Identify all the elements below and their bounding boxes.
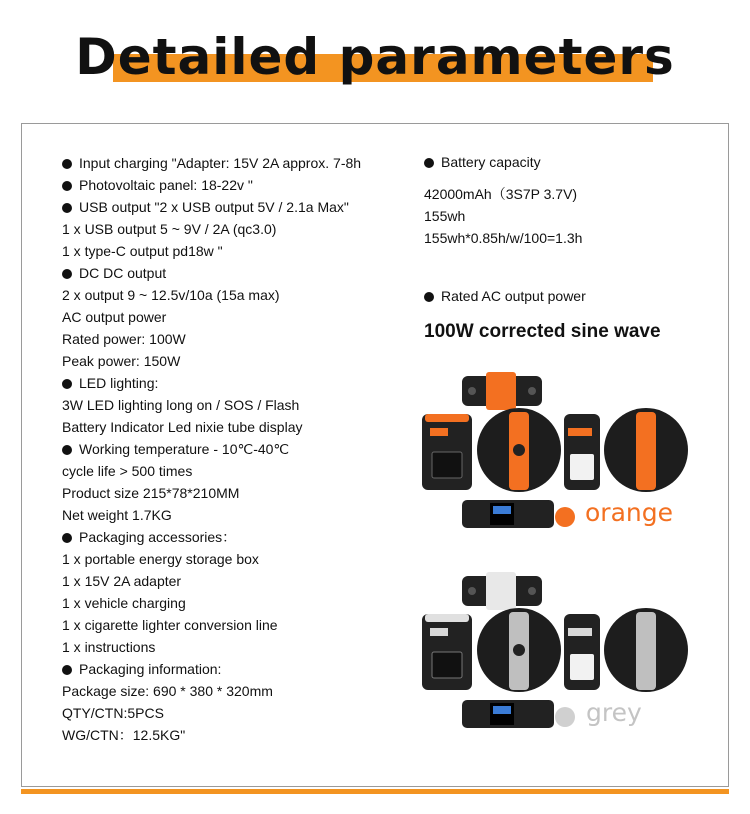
battery-capacity-heading: Battery capacity <box>424 154 541 170</box>
product-images <box>422 372 722 752</box>
grey-top-view-image <box>462 572 542 610</box>
bullet-icon <box>62 379 72 389</box>
parameter-line: 1 x portable energy storage box <box>62 551 259 567</box>
parameter-line: 1 x instructions <box>62 639 156 655</box>
orange-front-view-image <box>422 414 472 490</box>
parameter-line: Packaging information: <box>62 658 361 680</box>
parameter-line: Packaging accessories： <box>62 526 361 548</box>
parameter-line: DC DC output <box>62 262 361 284</box>
parameter-line: Product size 215*78*210MM <box>62 485 240 501</box>
bullet-icon <box>424 158 434 168</box>
orange-back-view-image <box>564 414 600 490</box>
grey-back-view-image <box>564 614 600 690</box>
grey-front-view-image <box>422 614 472 690</box>
orange-color-label: orange <box>585 498 673 527</box>
parameter-line: LED lighting: <box>62 372 361 394</box>
ac-output-value: 100W corrected sine wave <box>424 321 661 342</box>
parameter-line: 1 x vehicle charging <box>62 595 186 611</box>
battery-line: 155wh*0.85h/w/100=1.3h <box>424 230 583 246</box>
grey-side-view-image <box>477 608 561 692</box>
bullet-icon <box>62 269 72 279</box>
parameter-line: 3W LED lighting long on / SOS / Flash <box>62 397 300 413</box>
orange-swatch <box>555 507 575 527</box>
parameter-line: Working temperature - 10℃-40℃ <box>62 438 361 460</box>
grey-swatch <box>555 707 575 727</box>
parameters-panel <box>21 123 729 787</box>
page-title: Detailed parameters <box>75 28 675 86</box>
bullet-icon <box>62 533 72 543</box>
bullet-icon <box>62 665 72 675</box>
parameter-line: 1 x cigarette lighter conversion line <box>62 617 278 633</box>
parameter-line: Package size: 690 * 380 * 320mm <box>62 683 273 699</box>
ac-output-heading: Rated AC output power <box>424 288 586 304</box>
parameter-line: Battery Indicator Led nixie tube display <box>62 419 303 435</box>
parameter-line: Photovoltaic panel: 18-22v " <box>62 174 361 196</box>
grey-color-label: grey <box>586 698 642 727</box>
grey-bottom-view-image <box>462 700 554 728</box>
parameter-line: 1 x USB output 5 ~ 9V / 2A (qc3.0) <box>62 221 277 237</box>
parameter-line: WG/CTN：12.5KG" <box>62 727 186 743</box>
parameter-line: Rated power: 100W <box>62 331 186 347</box>
parameter-line: AC output power <box>62 309 167 325</box>
parameter-list <box>62 152 361 746</box>
orange-top-view-image <box>462 372 542 410</box>
orange-side-view-image <box>477 408 561 492</box>
parameter-line: Input charging "Adapter: 15V 2A approx. 7-8h <box>62 152 361 174</box>
bullet-icon <box>62 159 72 169</box>
parameter-line: QTY/CTN:5PCS <box>62 705 164 721</box>
parameter-line: Net weight 1.7KG <box>62 507 172 523</box>
parameter-line: 1 x 15V 2A adapter <box>62 573 182 589</box>
battery-line: 42000mAh（3S7P 3.7V) <box>424 186 578 202</box>
parameter-line: 2 x output 9 ~ 12.5v/10a (15a max) <box>62 287 280 303</box>
bullet-icon <box>62 445 72 455</box>
parameter-line: cycle life > 500 times <box>62 463 193 479</box>
battery-capacity-values <box>424 183 582 249</box>
parameter-line: Peak power: 150W <box>62 353 181 369</box>
orange-bottom-view-image <box>462 500 554 528</box>
parameter-line: USB output "2 x USB output 5V / 2.1a Max" <box>62 196 361 218</box>
grey-side-view-image-2 <box>604 608 688 692</box>
orange-side-view-image-2 <box>604 408 688 492</box>
bullet-icon <box>62 203 72 213</box>
bottom-accent-line <box>21 789 729 794</box>
battery-line: 155wh <box>424 208 466 224</box>
bullet-icon <box>424 292 434 302</box>
bullet-icon <box>62 181 72 191</box>
parameter-line: 1 x type-C output pd18w " <box>62 243 223 259</box>
